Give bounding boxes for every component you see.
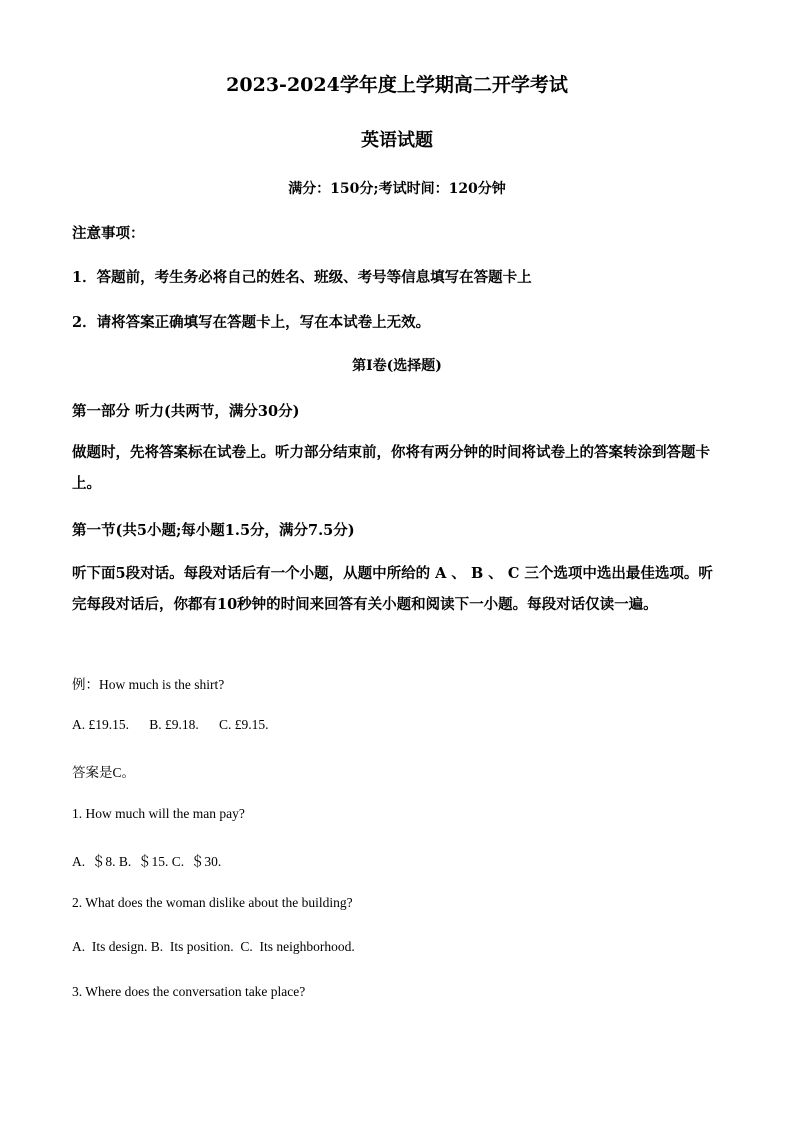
exam-info: 满分：150分;考试时间：120分钟 [288,181,506,197]
subject-title: 英语试题 [361,130,433,151]
notice-item-2: 2．请将答案正确填写在答题卡上，写在本试卷上无效。 [72,314,431,331]
part1-instruction: 做题时，先将答案标在试卷上。听力部分结束前，你将有两分钟的时间将试卷上的答案转涂到答题卡上。 [72,444,710,492]
exam-title: 2023-2024学年度上学期高二开学考试 [226,74,568,96]
example-question: 例：How much is the shirt? [72,677,225,692]
section1-instruction: 听下面5段对话。每段对话后有一个小题，从题中所给的 A 、 B 、 C 三个选项中选出最佳选项。听完每段对话后，你都有10秒钟的时间来回答有关小题和阅读下一小题。每段对话仅读一遍。 [72,565,713,613]
example-answer: 答案是C。 [72,765,136,780]
notice-heading: 注意事项： [72,225,145,242]
question-2: 2. What does the woman dislike about the building? [72,895,353,910]
question-2-options: A. Its design. B. Its position. C. Its neighborhood. [72,939,355,954]
section1-heading: 第一节(共5小题;每小题1.5分，满分7.5分) [72,522,355,539]
example-options: A. £19.15. B. £9.18. C. £9.15. [72,717,269,732]
volume-heading: 第I卷(选择题) [352,358,442,374]
question-3: 3. Where does the conversation take place? [72,984,306,999]
notice-item-1: 1．答题前，考生务必将自己的姓名、班级、考号等信息填写在答题卡上 [72,269,532,286]
question-1-options: A. ＄8. B. ＄15. C. ＄30. [72,854,222,869]
question-1: 1. How much will the man pay? [72,806,245,821]
part1-heading: 第一部分 听力(共两节，满分30分) [72,403,300,420]
